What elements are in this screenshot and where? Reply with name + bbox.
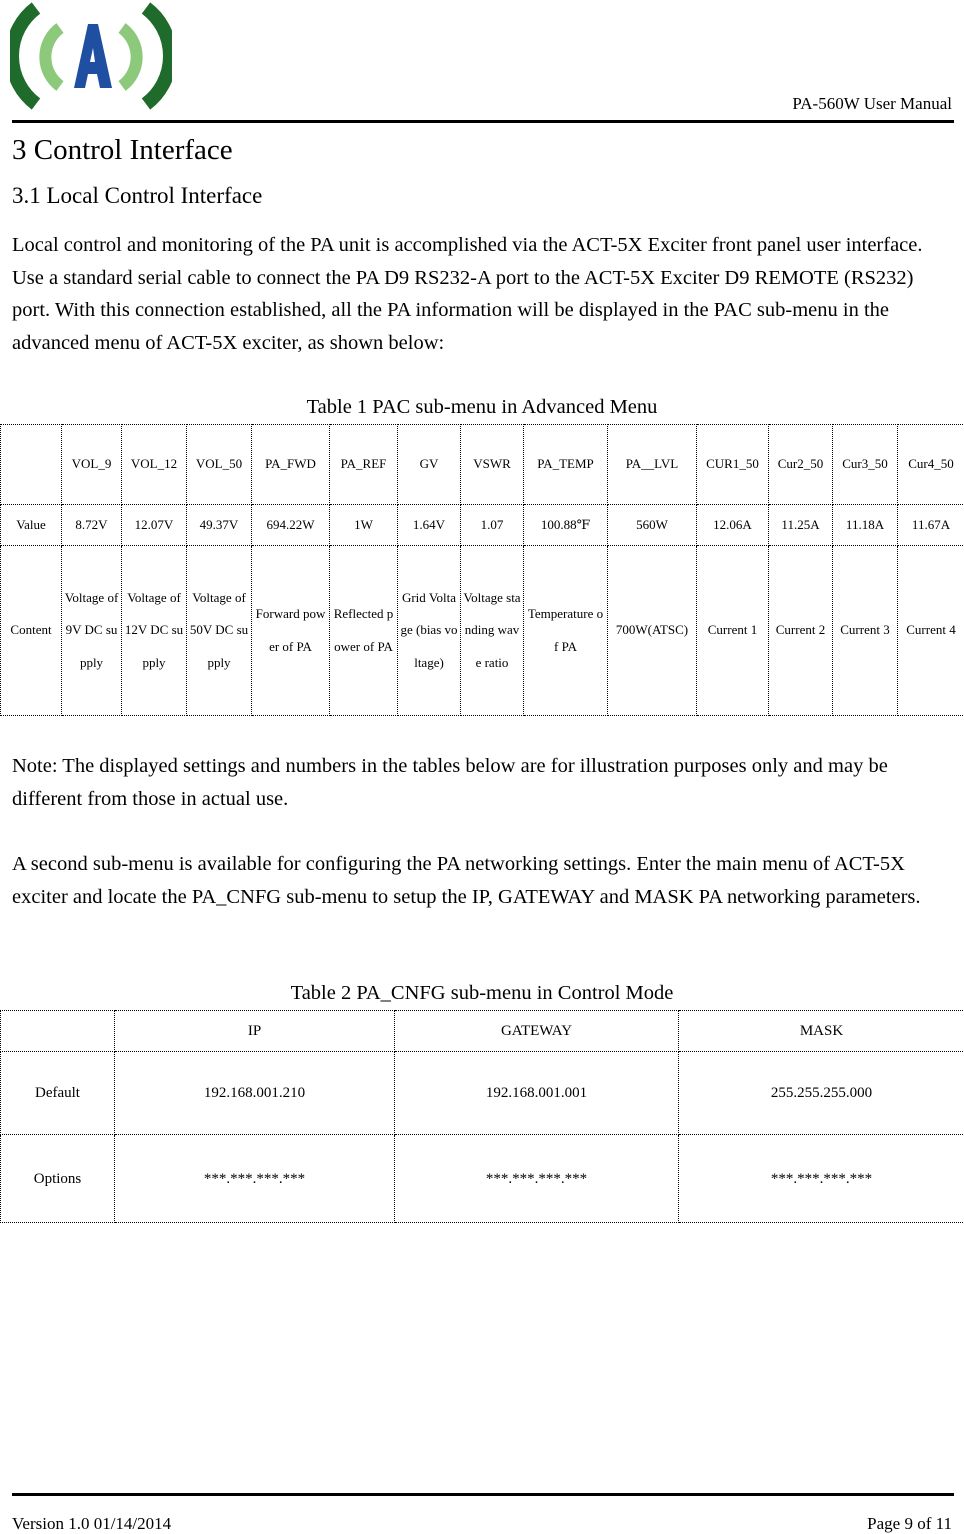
logo-outer-left-arc xyxy=(12,8,36,104)
company-logo xyxy=(10,0,172,112)
table-cell: Forward power of PA xyxy=(252,546,330,716)
table-cell: 700W(ATSC) xyxy=(608,546,697,716)
table-header-cell: VOL_9 xyxy=(62,425,122,505)
table-cell: Voltage standing wave ratio xyxy=(461,546,524,716)
table-header-cell: Cur3_50 xyxy=(833,425,898,505)
table-cell: Reflected power of PA xyxy=(330,546,398,716)
table-cell: 49.37V xyxy=(187,505,252,546)
table1-caption: Table 1 PAC sub-menu in Advanced Menu xyxy=(306,396,658,418)
table-cell: Voltage of 9V DC supply xyxy=(62,546,122,716)
table2-header-row xyxy=(1,1011,964,1052)
table-cell: 11.25A xyxy=(769,505,833,546)
table-header-cell: CUR1_50 xyxy=(697,425,769,505)
page-number: Page 9 of 11 xyxy=(867,1514,952,1533)
table1-content-row xyxy=(1,546,964,716)
table-cell: 192.168.001.210 xyxy=(115,1052,395,1135)
table-cell: Temperature of PA xyxy=(524,546,608,716)
table-header-cell: PA_TEMP xyxy=(524,425,608,505)
table-header-cell xyxy=(1,1011,115,1052)
logo-outer-right-arc xyxy=(146,8,170,104)
footer-divider xyxy=(12,1493,954,1496)
table-header-cell: Cur4_50 xyxy=(898,425,964,505)
table-header-cell xyxy=(1,425,62,505)
table-cell: ***.***.***.*** xyxy=(115,1135,395,1223)
table-header-cell: VOL_50 xyxy=(187,425,252,505)
table-header-cell: Cur2_50 xyxy=(769,425,833,505)
table1-value-row xyxy=(1,505,964,546)
table-header-cell: VOL_12 xyxy=(122,425,187,505)
table2-default-row xyxy=(1,1052,964,1135)
table-cell: Current 2 xyxy=(769,546,833,716)
note-paragraph: Note: The displayed settings and numbers in the tables below are for illustration purposes only and may be different from those in actual use. xyxy=(12,755,888,810)
table-cell: 12.06A xyxy=(697,505,769,546)
pac-submenu-table xyxy=(0,424,964,716)
table-cell: 100.88℉ xyxy=(524,505,608,546)
logo-inner-right-arc xyxy=(122,28,137,86)
table-header-cell: PA_FWD xyxy=(252,425,330,505)
table-cell: 11.67A xyxy=(898,505,964,546)
table-cell: ***.***.***.*** xyxy=(679,1135,964,1223)
table-cell: 11.18A xyxy=(833,505,898,546)
version-label: Version 1.0 01/14/2014 xyxy=(12,1514,172,1533)
table2-options-row xyxy=(1,1135,964,1223)
section-title: 3 Control Interface xyxy=(12,134,233,166)
table-header-cell: GV xyxy=(398,425,461,505)
table-cell: Current 1 xyxy=(697,546,769,716)
table-cell: Options xyxy=(1,1135,115,1223)
table-cell: Voltage of 50V DC supply xyxy=(187,546,252,716)
table-cell: 12.07V xyxy=(122,505,187,546)
table-header-cell: IP xyxy=(115,1011,395,1052)
subsection-title: 3.1 Local Control Interface xyxy=(12,183,263,208)
table-header-cell: MASK xyxy=(679,1011,964,1052)
table-cell: 192.168.001.001 xyxy=(395,1052,679,1135)
table-cell: Content xyxy=(1,546,62,716)
table-cell: Value xyxy=(1,505,62,546)
table-cell: 255.255.255.000 xyxy=(679,1052,964,1135)
table-cell: 1.64V xyxy=(398,505,461,546)
table-cell: 560W xyxy=(608,505,697,546)
manual-title: PA-560W User Manual xyxy=(792,94,952,113)
table-cell: 8.72V xyxy=(62,505,122,546)
table-header-cell: GATEWAY xyxy=(395,1011,679,1052)
table2-caption: Table 2 PA_CNFG sub-menu in Control Mode xyxy=(290,982,674,1004)
table-header-cell: PA_REF xyxy=(330,425,398,505)
table1-header-row xyxy=(1,425,964,505)
table-cell: Current 3 xyxy=(833,546,898,716)
logo-a-letter xyxy=(74,24,112,88)
table-header-cell: VSWR xyxy=(461,425,524,505)
intro-paragraph: Local control and monitoring of the PA unit is accomplished via the ACT-5X Exciter front panel user interface. Use a standard serial cable to connect the PA D9 RS232-A port to the ACT-5X Exciter D9 REMOTE (RS232) port. With this connection established, all the PA information will be displayed in the PAC sub-menu in the advanced menu of ACT-5X exciter, as shown below: xyxy=(12,234,923,355)
logo-inner-left-arc xyxy=(45,28,60,86)
networking-paragraph: A second sub-menu is available for configuring the PA networking settings. Enter the main menu of ACT-5X exciter and locate the PA_CNFG sub-menu to setup the IP, GATEWAY and MASK PA networking parameters. xyxy=(12,853,921,908)
header-divider xyxy=(12,120,954,123)
table-cell: 694.22W xyxy=(252,505,330,546)
table-cell: Current 4 xyxy=(898,546,964,716)
table-header-cell: PA__LVL xyxy=(608,425,697,505)
pa-cnfg-table xyxy=(0,1010,964,1223)
table-cell: Default xyxy=(1,1052,115,1135)
table-cell: 1W xyxy=(330,505,398,546)
table-cell: Grid Voltage (bias voltage) xyxy=(398,546,461,716)
table-cell: 1.07 xyxy=(461,505,524,546)
table-cell: ***.***.***.*** xyxy=(395,1135,679,1223)
table-cell: Voltage of 12V DC supply xyxy=(122,546,187,716)
